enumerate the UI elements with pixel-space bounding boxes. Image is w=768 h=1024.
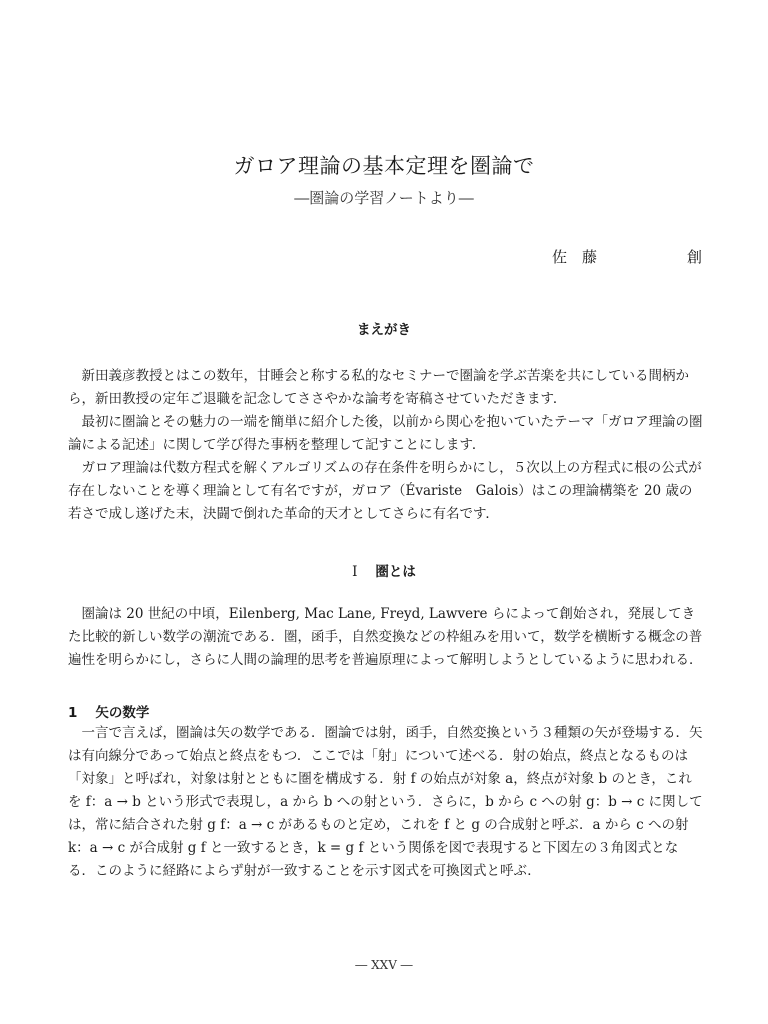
chapter-heading — [0, 560, 768, 580]
chapter-number: I — [352, 564, 358, 580]
paper-title: ガロア理論の基本定理を圏論で — [233, 154, 535, 178]
preface-paragraph-1: 新田義彦教授とはこの数年，甘睡会と称する私的なセミナーで圏論を学ぶ苦楽を共にしている間柄から，新田教授の定年ご退職を記念してささやかな論考を寄稿させていただきます． — [68, 368, 689, 407]
section-paragraph-1: 一言で言えば，圏論は矢の数学である．圏論では射，函手，自然変換という３種類の矢が登場する．矢は有向線分であって始点と終点をもつ．ここでは「射」について述べる．射の始点，終点となるものは「対象」と呼ばれ，対象は射とともに圏を構成する．射 f の始点が対象 a，終点が対象 b のとき，これを f：a → b という形式で表現し，a から b への射という．さらに，b から c への射 g：b → c に関しては，常に結合された射 g f：a → c があるものと定め，これを f と g の合成射と呼ぶ．a から c への射 k：a → c が合成射 g f と一致するとき，k = g f という関係を図で表現すると下図左の３角図式となる．このように経路によらず射が一致することを示す図式を可換図式と呼ぶ． — [68, 725, 703, 879]
chapter-body — [68, 603, 704, 672]
preface-paragraph-3: ガロア理論は代数方程式を解くアルゴリズムの存在条件を明らかにし，５次以上の方程式に根の公式が存在しないことを導く理論として有名ですが，ガロア（Évariste Galois）はこの理論構築を 20 歳の若さで成し遂げた末，決闘で倒れた革命的天才としてさらに有名です． — [68, 460, 702, 522]
page-number: ― XXV ― — [355, 958, 413, 972]
author-family-name: 佐 藤 — [552, 248, 598, 266]
preface-paragraph-2: 最初に圏論とその魅力の一端を簡単に紹介した後，以前から関心を抱いていたテーマ「ガロア理論の圏論による記述」に関して学び得た事柄を整理して記すことにします． — [68, 414, 703, 453]
preface-heading: まえがき — [357, 322, 411, 338]
author-name — [552, 246, 702, 267]
paper-subtitle: ―圏論の学習ノートより― — [294, 189, 474, 207]
preface-body — [68, 365, 704, 526]
chapter-paragraph-1: 圏論は 20 世紀の中頃，Eilenberg, Mac Lane, Freyd, Lawvere らによって創始され，発展してきた比較的新しい数学の潮流である．圏，函手，自然変換などの枠組みを用いて，数学を横断する概念の普遍性を明らかにし，さらに人間の論理的思考を普遍原理によって解明しようとしているように思われる． — [68, 606, 703, 668]
chapter-title: 圏とは — [375, 564, 416, 580]
author-given-name: 創 — [686, 248, 702, 266]
section-heading — [68, 701, 149, 721]
section-title: 矢の数学 — [95, 705, 150, 721]
section-number: 1 — [68, 705, 78, 721]
section-body — [68, 722, 704, 883]
